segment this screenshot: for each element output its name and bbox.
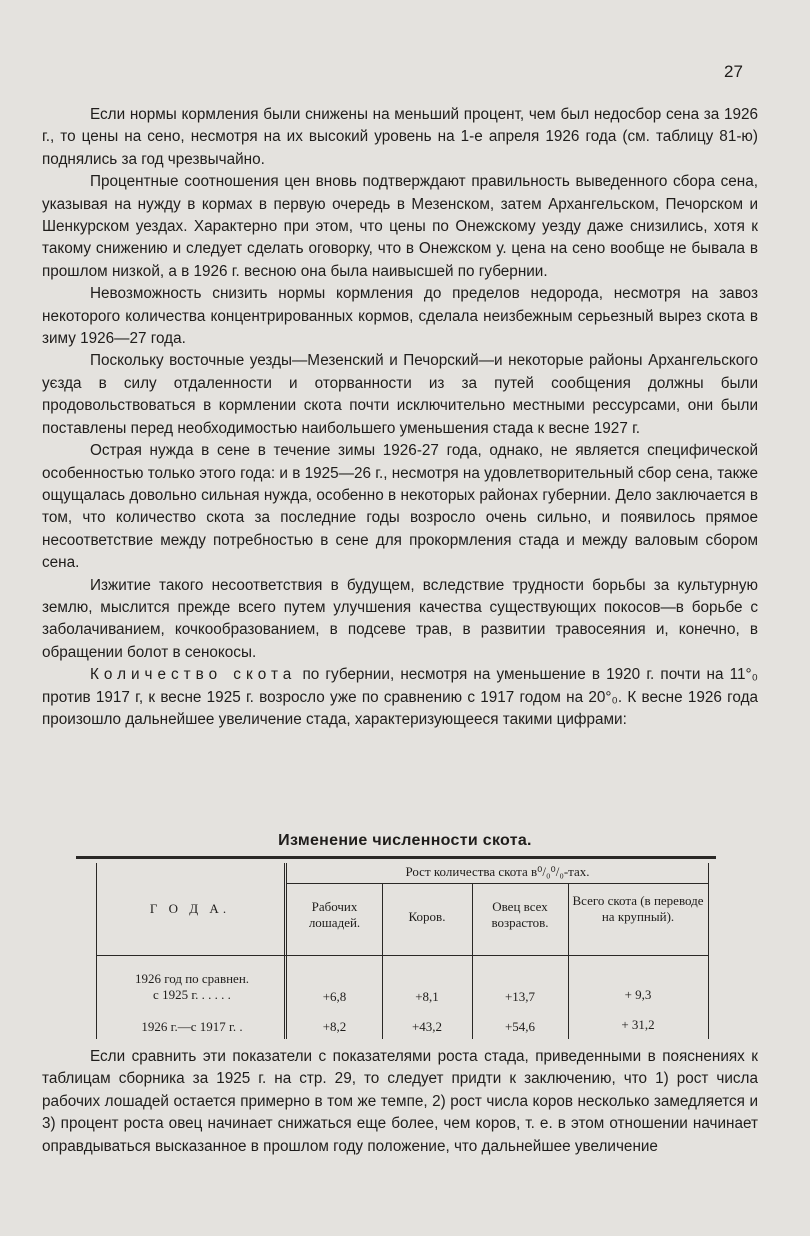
cows-header: Коров. xyxy=(408,909,446,924)
body-text xyxy=(42,104,758,731)
closing-text xyxy=(42,1046,758,1158)
paragraph-rest: по губернии, несмотря на уменьшение в 1920 г. почти на 11°₀ против 1917 г, к весне 1925 г. возросло уже по сравнению с 1917 годом на 20°₀. К весне 1926 года произошло дальнейшее увеличение стада, характеризующееся такими цифрами: xyxy=(42,666,759,728)
table-title: Изменение численности скота. xyxy=(278,832,532,849)
table-rule xyxy=(96,863,97,1039)
livestock-table xyxy=(76,856,716,1039)
paragraph: Если нормы кормления были снижены на меньший процент, чем был недосбор сена за 1926 г., то цены на сено, несмотря на их высокий уровень на 1-е апреля 1926 года (см. таблицу 81-ю) поднялись за год чрезвычайно. xyxy=(42,106,758,168)
table-cell: +8,1 xyxy=(415,989,439,1004)
paragraph: Острая нужда в сене в течение зимы 1926-27 года, однако, не является специфической особенностью только этого года: и в 1925—26 г., несмотря на удовлетворительный сбор сена, также ощущалась довольно сильная нужда, особенно в некоторых районах губернии. Дело заключается в том, что количество скота за последние годы возросло очень сильно, и появилось прямое несоответствие между потребностью в сене для прокормления стада и между валовым сбором сена. xyxy=(42,442,758,572)
sheep-header: Овец всех возрастов. xyxy=(491,899,549,930)
table-rule xyxy=(284,863,287,1039)
spaced-emphasis: Количество скота xyxy=(90,666,297,684)
paragraph xyxy=(42,664,758,731)
table-cell: + 9,3 xyxy=(624,987,652,1002)
row-label: с 1925 г. . . . . . xyxy=(153,987,231,1002)
paragraph: Изжитие такого несоответствия в будущем, вследствие трудности борьбы за культурную землю, мыслится прежде всего путем улучшения качества существующих покосов—в борьбе с заболачиванием, кочкообразованием, в подсеве трав, в развитии травосеяния и, конечно, в обращении болот в сенокосы. xyxy=(42,576,758,661)
table-rule xyxy=(96,955,708,956)
horses-header: Рабочих лошадей. xyxy=(308,899,361,930)
table-cell: +43,2 xyxy=(411,1019,443,1034)
paragraph: Поскольку восточные уезды—Мезенский и Печорский—и некоторые районы Архангельского уєзда в силу отдаленности и оторванности из за путей сообщения должны были продовольствоваться в кормлении скота почти исключительно местными рессурсами, они были поставлены перед необходимостью наибольшего уменьшения стада к весне 1927 г. xyxy=(42,352,758,437)
paragraph: Невозможность снизить нормы кормления до пределов недорода, несмотря на завоз некоторого количества концентрированных кормов, сделала неизбежным серьезный вырез скота в зиму 1926—27 года. xyxy=(42,285,758,348)
table-rule xyxy=(708,863,709,1039)
total-header: Всего скота (в переводе на крупный). xyxy=(572,893,704,924)
table-cell: + 31,2 xyxy=(621,1017,655,1032)
years-header: Г О Д А. xyxy=(149,901,231,916)
paragraph: Процентные соотношения цен вновь подтверждают правильность выведенного сбора сена, указывая на нужду в кормах в первую очередь в Мезенском, затем Архангельском, Печорском и Шенкурском уездах. Характерно при этом, что цены по Онежскому уезду даже снизились, хотя к такому снижению и следует сделать оговорку, что в Онежском у. цена на сено вообще не бывала в прошлом низкой, а в 1926 г. весною она была наивысшей по губернии. xyxy=(42,173,758,280)
table-grid xyxy=(76,859,716,1039)
table-rule xyxy=(382,883,383,1039)
page-number: 27 xyxy=(724,62,743,81)
table-cell: +54,6 xyxy=(504,1019,536,1034)
table-rule xyxy=(287,883,708,884)
paragraph: Если сравнить эти показатели с показателями роста стада, приведенными в пояснениях к таблицам сборника за 1925 г. на стр. 29, то следует придти к заключению, что 1) рост числа рабочих лошадей остается примерно в том же темпе, 2) рост числа коров несколько замедляется и 3) процент роста овец начинает снижаться еще более, чем коров, т. е. в этом отношении начинает оправдываться высказанное в прошлом году положение, что дальнейшее увеличение xyxy=(42,1048,758,1155)
table-cell: +8,2 xyxy=(322,1019,347,1034)
table-cell: +13,7 xyxy=(504,989,536,1004)
group-header: Рост количества скота в⁰/₀⁰/₀-тах. xyxy=(405,864,590,879)
row-label: 1926 г.—с 1917 г. . xyxy=(141,1019,243,1034)
row-label: 1926 год по сравнен. xyxy=(134,971,250,986)
table-cell: +6,8 xyxy=(322,989,347,1004)
